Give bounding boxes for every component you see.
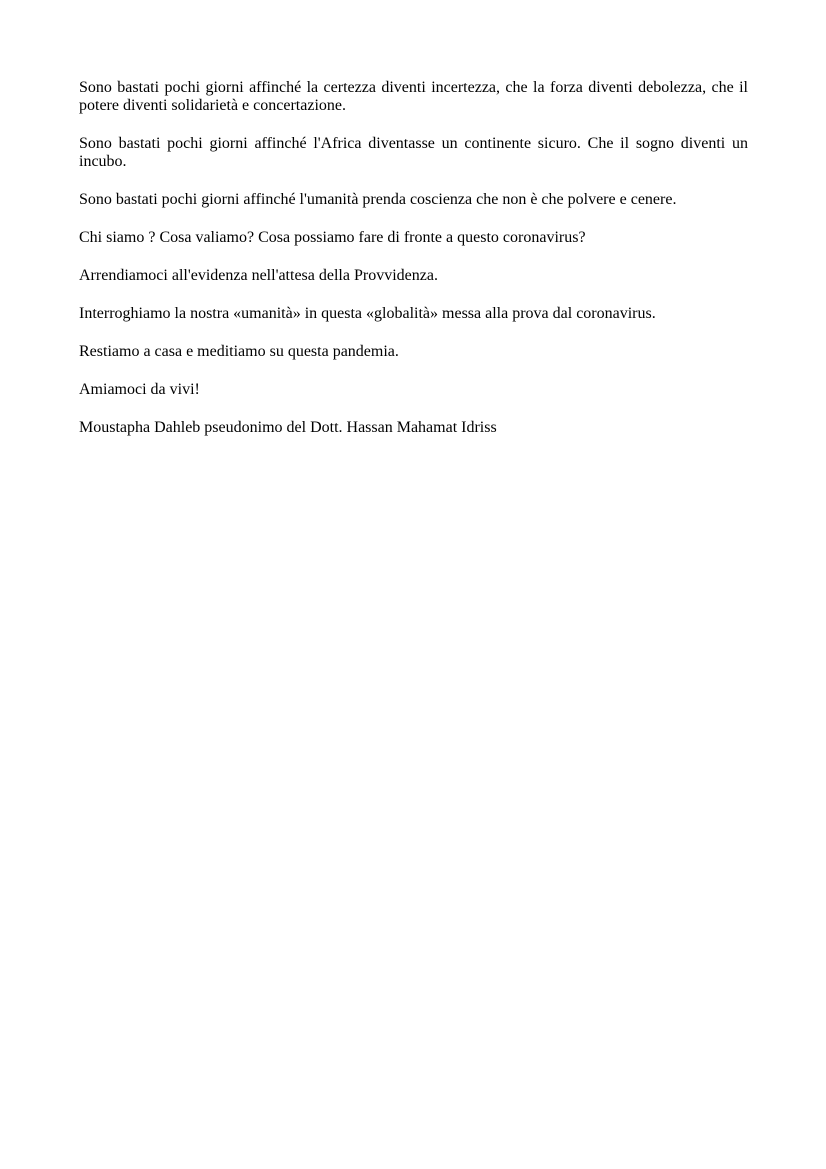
paragraph-8: Amiamoci da vivi! xyxy=(79,381,200,398)
paragraph-7: Restiamo a casa e meditiamo su questa pandemia. xyxy=(79,343,399,360)
paragraph-2: Sono bastati pochi giorni affinché l'Africa diventasse un continente sicuro. Che il sogno diventi un incubo. xyxy=(79,135,748,170)
paragraph-3: Sono bastati pochi giorni affinché l'umanità prenda coscienza che non è che polvere e cenere. xyxy=(79,191,677,208)
signature: Moustapha Dahleb pseudonimo del Dott. Hassan Mahamat Idriss xyxy=(79,419,497,436)
document-page xyxy=(79,79,748,457)
paragraph-5: Arrendiamoci all'evidenza nell'attesa della Provvidenza. xyxy=(79,267,438,284)
paragraph-1: Sono bastati pochi giorni affinché la certezza diventi incertezza, che la forza diventi debolezza, che il potere diventi solidarietà e concertazione. xyxy=(79,79,748,114)
paragraph-6: Interroghiamo la nostra «umanità» in questa «globalità» messa alla prova dal coronavirus. xyxy=(79,305,656,322)
paragraph-4: Chi siamo ? Cosa valiamo? Cosa possiamo fare di fronte a questo coronavirus? xyxy=(79,229,586,246)
